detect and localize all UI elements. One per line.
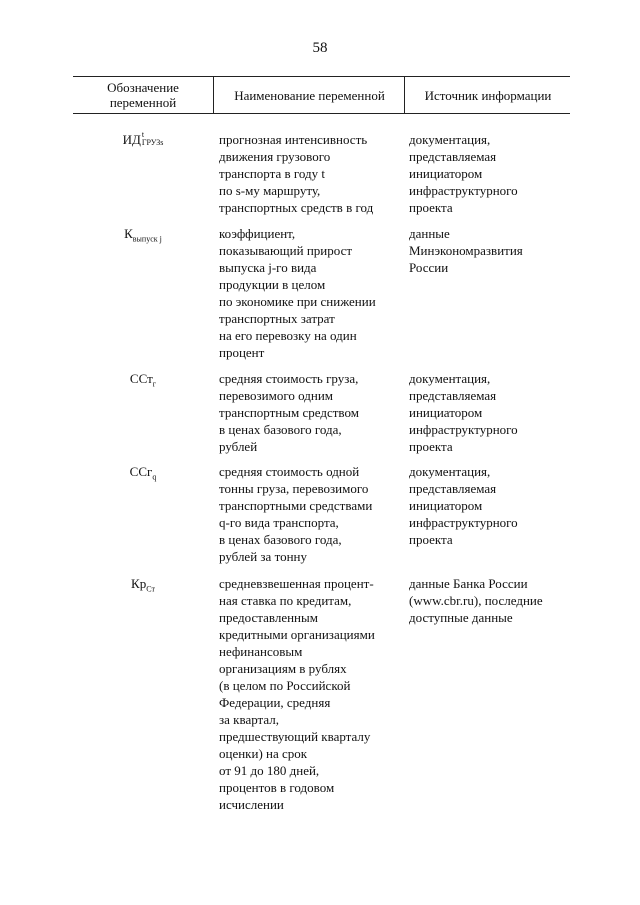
header-cell-designation [73,77,213,113]
name-line: исчислении [219,797,284,812]
name-line: кредитными организациями [219,627,375,642]
header-designation-line2: переменной [109,95,177,110]
variable-name [219,225,404,361]
name-line: средняя стоимость груза, [219,371,359,386]
variable-name [219,131,404,216]
name-line: нефинансовым [219,644,303,659]
name-line: рублей [219,439,258,454]
source-line: инфраструктурного [409,422,518,437]
source-line: представляемая [409,481,497,496]
name-line: транспортным средством [219,405,359,420]
symbol-subscript: q [152,472,157,482]
name-line: предшествующий кварталу [219,729,371,744]
symbol-superscript: t [141,130,145,140]
name-line: процент [219,345,265,360]
name-line: транспортными средствами [219,498,373,513]
source-line: документация, [409,371,491,386]
name-line: рублей за тонну [219,549,307,564]
name-line: тонны груза, перевозимого [219,481,369,496]
source-line: проекта [409,200,453,215]
symbol-subscript-2: s [160,138,164,148]
name-line: транспорта в году t [219,166,325,181]
table-header [73,76,570,114]
source-line: представляемая [409,149,497,164]
symbol-subscript: выпуск j [132,234,162,244]
name-line: показывающий прирост [219,243,353,258]
symbol-main: Кр [131,576,147,591]
source-line: Минэкономразвития [409,243,523,258]
source-line: России [409,260,449,275]
name-line: по s-му маршруту, [219,183,321,198]
source-line: проекта [409,439,453,454]
information-source [409,575,574,626]
source-line: документация, [409,464,491,479]
variable-name [219,370,404,455]
variable-name [219,575,404,813]
variable-symbol [73,463,213,486]
name-line: организациям в рублях [219,661,347,676]
information-source [409,225,574,276]
name-line: процентов в годовом [219,780,335,795]
source-line: (www.cbr.ru), последние [409,593,543,608]
name-line: в ценах базового года, [219,422,342,437]
symbol-subscript: г [152,379,157,389]
name-line: средневзвешенная процент- [219,576,374,591]
header-name-label: Наименование переменной [234,87,385,103]
source-line: документация, [409,132,491,147]
name-line: прогнозная интенсивность [219,132,368,147]
symbol-main: ИД [122,132,141,147]
source-line: представляемая [409,388,497,403]
name-line: Федерации, средняя [219,695,331,710]
name-line: транспортных затрат [219,311,335,326]
name-line: предоставленным [219,610,318,625]
name-line: коэффициент, [219,226,296,241]
information-source [409,463,574,548]
name-line: от 91 до 180 дней, [219,763,320,778]
information-source [409,370,574,455]
name-line: движения грузового [219,149,331,164]
name-line: перевозимого одним [219,388,334,403]
name-line: q-го вида транспорта, [219,515,339,530]
source-line: проекта [409,532,453,547]
page-number: 58 [312,40,328,56]
source-line: данные Банка России [409,576,528,591]
name-line: выпуска j-го вида [219,260,317,275]
header-cell-source [404,77,571,113]
source-line: данные [409,226,450,241]
header-designation-line1: Обозначение [107,80,179,95]
name-line: оценки) на срок [219,746,308,761]
name-line: в ценах базового года, [219,532,342,547]
variable-symbol [73,131,213,149]
source-line: инициатором [409,166,483,181]
header-cell-name [213,77,405,113]
name-line: (в целом по Российской [219,678,351,693]
symbol-main: ССт [129,371,153,386]
name-line: транспортных средств в год [219,200,374,215]
symbol-subscript: Ст [146,584,155,594]
source-line: инфраструктурного [409,183,518,198]
name-line: за квартал, [219,712,279,727]
name-line: на его перевозку на один [219,328,357,343]
variable-symbol [73,225,213,248]
variable-name [219,463,404,565]
symbol-main: ССг [129,464,153,479]
name-line: по экономике при снижении [219,294,376,309]
name-line: ная ставка по кредитам, [219,593,352,608]
symbol-subscript: ГРУЗ [141,138,161,148]
variable-symbol [73,575,213,598]
name-line: продукции в целом [219,277,326,292]
header-source-label: Источник информации [424,87,552,103]
information-source [409,131,574,216]
source-line: инфраструктурного [409,515,518,530]
name-line: средняя стоимость одной [219,464,360,479]
variable-symbol [73,370,213,393]
source-line: инициатором [409,498,483,513]
symbol-main: К [124,226,133,241]
source-line: инициатором [409,405,483,420]
source-line: доступные данные [409,610,513,625]
